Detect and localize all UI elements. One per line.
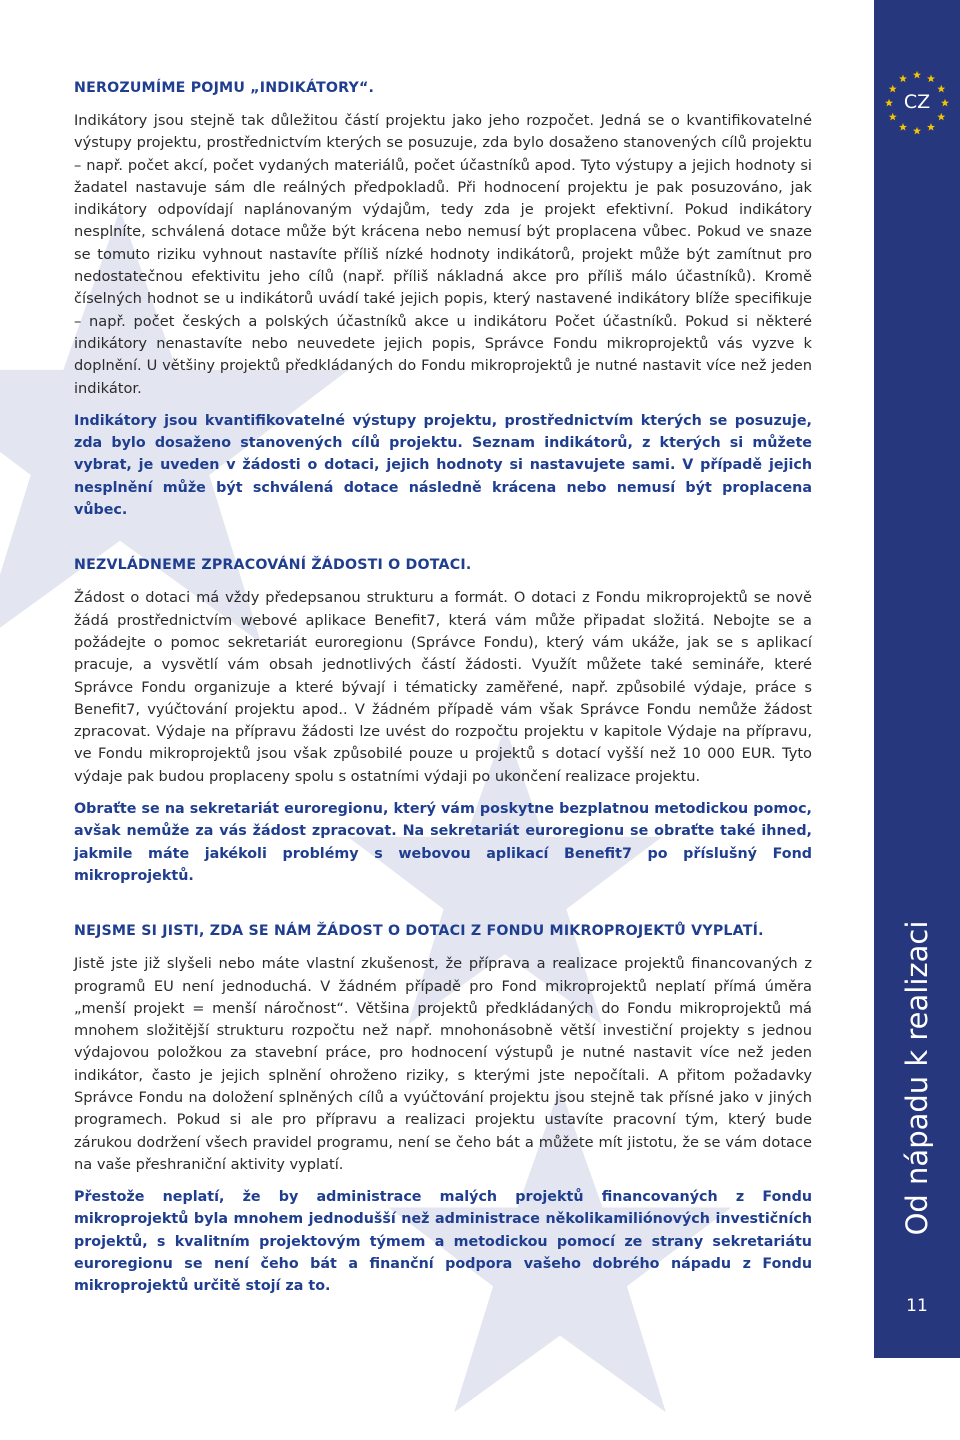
eu-star-icon bbox=[899, 75, 907, 83]
section-body: Žádost o dotaci má vždy předepsanou strukturu a formát. O dotaci z Fondu mikroprojektů se nově žádá prostřednictvím webové aplikace Benefit7, která vám může připadat složitá. Nebojte se a požádejte o pomoc sekretariát euroregionu (Správce Fondu), který vám ukáže, jak se s aplikací pracuje, a vysvětlí vám obsah jednotlivých částí žádosti. Využít můžete také semináře, které Správce Fondu organizuje a které bývají i tématicky zaměřené, např. způsobilé výdaje, práce s Benefit7, vyúčtování projektu apod.. V žádném případě vám však Správce Fondu nemůže žádost zpracovat. Výdaje na přípravu žádosti lze uvést do rozpočtu projektu v kapitole Výdaje na přípravu, ve Fondu mikroprojektů jsou však způsobilé pouze u projektů s dotací vyšší než 10 000 EUR. Tyto výdaje pak budou proplaceny spolu s ostatními výdaji po ukončení realizace projektu. bbox=[74, 589, 812, 785]
eu-star-icon bbox=[913, 127, 921, 135]
eu-star-icon bbox=[927, 75, 935, 83]
section-indicators bbox=[74, 78, 812, 521]
section-summary: Obraťte se na sekretariát euroregionu, který vám poskytne bezplatnou metodickou pomoc, avšak nemůže za vás žádost zpracovat. Na sekretariát euroregionu se obraťte také ihned, jakmile máte jakékoli problémy s webovou aplikací Benefit7 po příslušný Fond mikroprojektů. bbox=[74, 801, 812, 884]
sidebar bbox=[874, 0, 960, 1358]
section-worth-it bbox=[74, 921, 812, 1297]
section-heading: NEJSME SI JISTI, ZDA SE NÁM ŽÁDOST O DOTACI Z FONDU MIKROPROJEKTŮ VYPLATÍ. bbox=[74, 923, 764, 940]
section-application bbox=[74, 555, 812, 887]
page-number: 11 bbox=[906, 1296, 928, 1316]
section-heading: NEROZUMÍME POJMU „INDIKÁTORY“. bbox=[74, 80, 375, 96]
country-code: CZ bbox=[903, 91, 931, 113]
section-body: Jistě jste již slyšeli nebo máte vlastní zkušenost, že příprava a realizace projektů financovaných z programů EU není jednoduchá. V žádném případě pro Fond mikroprojektů neplatí přímá úměra „menší projekt = menší náročnost“. Většina projektů předkládaných do Fondu mikroprojektů má mnohem složitější strukturu rozpočtu než např. mnohonásobně větší investiční projekty s jednou výdajovou položkou za stavební práce, pro hodnocení výstupů je nutné nastavit více než jeden indikátor, často je jejich splnění ohroženo riziky, s kterými jste nepočítali. A přitom požadavky Správce Fondu na doložení splněných cílů a vyúčtování projektu jsou stejně tak přísné jako v jiných programech. Pokud si ale pro přípravu a realizaci projektu ustavíte pracovní tým, který bude zárukou dodržení všech pravidel programu, není se čeho bát a můžete mít jistotu, že se vám dotace na vaše přeshraniční aktivity vyplatí. bbox=[74, 955, 812, 1173]
section-summary: Indikátory jsou kvantifikovatelné výstupy projektu, prostřednictvím kterých se posuzuje, zda bylo dosaženo stanovených cílů projektu. Seznam indikátorů, z kterých si můžete vybrat, je uveden v žádosti o dotaci, jejich hodnoty si nastavujete sami. V případě jejich nesplnění může být schválená dotace následně krácena nebo nemusí být proplacena vůbec. bbox=[74, 412, 812, 519]
eu-star-icon bbox=[899, 123, 907, 131]
section-heading: NEZVLÁDNEME ZPRACOVÁNÍ ŽÁDOSTI O DOTACI. bbox=[74, 557, 472, 574]
main-content bbox=[74, 78, 812, 1332]
eu-star-icon bbox=[913, 71, 921, 79]
section-body: Indikátory jsou stejně tak důležitou částí projektu jako jeho rozpočet. Jedná se o kvantifikovatelné výstupy projektu, prostřednictvím kterých se posuzuje, zda bylo dosaženo stanovených cílů projektu – např. počet akcí, počet vydaných materiálů, počet účastníků apod. Tyto výstupy a jejich hodnoty si žadatel nastavuje sám dle reálných předpokladů. Při hodnocení projektu je pak posuzováno, jak indikátory odpovídají naplánovaným výdajům, tedy zda je projekt efektivní. Pokud indikátory nesplníte, schválená dotace může být krácena nebo nemusí být proplacena vůbec. Pokud ve snaze se tomuto riziku vyhnout nastavíte příliš nízké hodnoty indikátorů, projekt může být zamítnut pro nedostatečnou efektivitu jeho cílů (např. příliš nákladná akce pro příliš málo účastníků). Kromě číselných hodnot se u indikátorů uvádí také jejich popis, který nastavené indikátory blíže specifikuje – např. počet českých a polských účastníků akce u indikátoru Počet účastníků. Pokud si některé indikátory nenastavíte nebo neuvedete jejich popis, Správce Fondu mikroprojektů vás vyzve k doplnění. U většiny projektů předkládaných do Fondu mikroprojektů je nutné nastavit více než jeden indikátor. bbox=[74, 112, 812, 397]
sidebar-title: Od nápadu k realizaci bbox=[900, 920, 934, 1236]
section-summary: Přestože neplatí, že by administrace malých projektů financovaných z Fondu mikroprojektů byla mnohem jednodušší než administrace několikamiliónových investičních projektů, s kvalitním projektovým týmem a metodickou pomocí ze strany sekretariátu euroregionu se není čeho bát a finanční podpora vašeho dobrého nápadu z Fondu mikroprojektů určitě stojí za to. bbox=[74, 1189, 812, 1295]
eu-star-icon bbox=[927, 123, 935, 131]
